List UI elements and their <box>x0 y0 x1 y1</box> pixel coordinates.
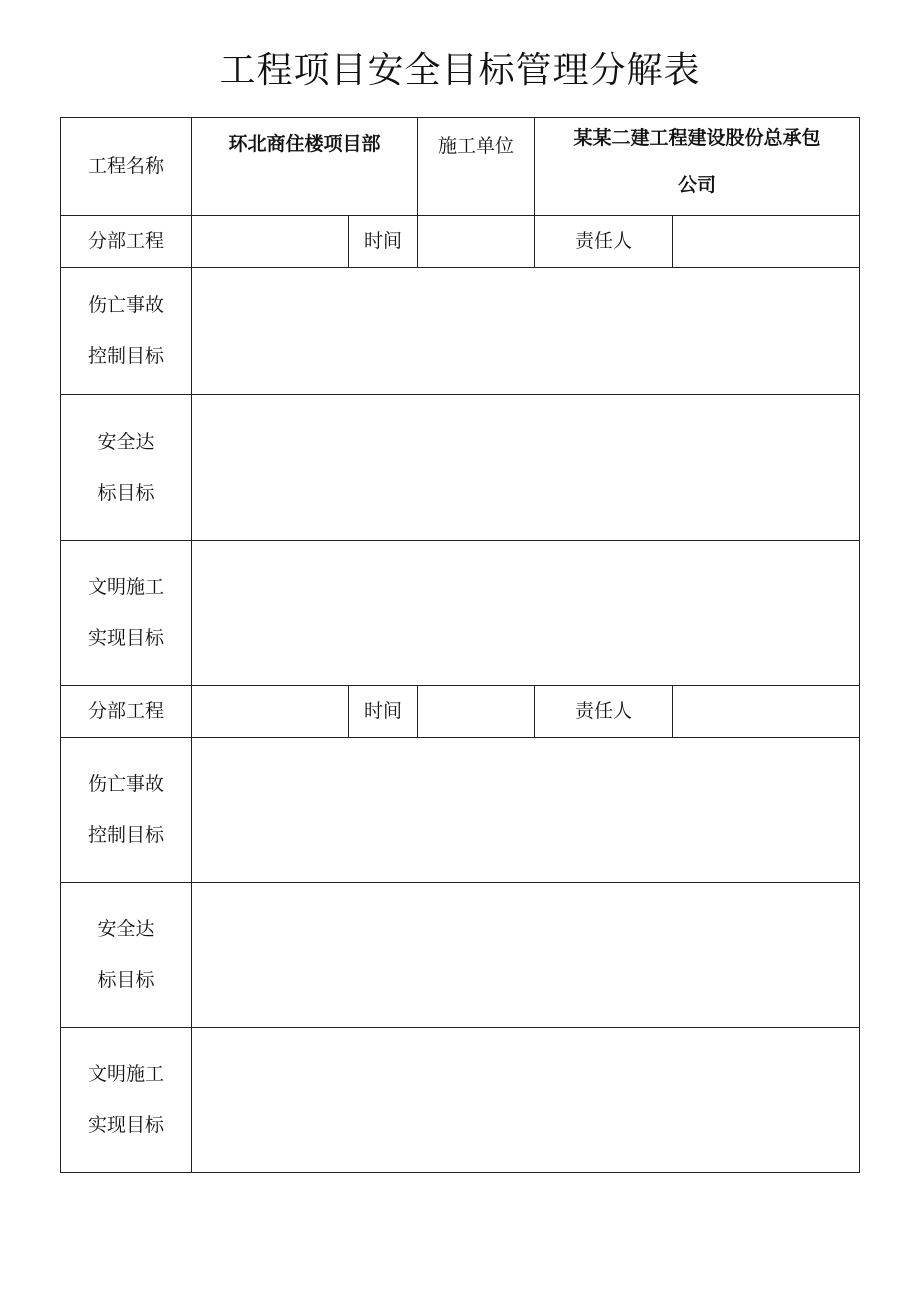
casualty-goal-row <box>61 738 860 883</box>
civilized-goal-label-line1: 文明施工 <box>87 576 164 598</box>
safety-goal-value[interactable] <box>192 883 860 1028</box>
page-title: 工程项目安全目标管理分解表 <box>219 50 701 91</box>
contractor-label: 施工单位 <box>418 118 535 216</box>
civilized-goal-label-line2: 实现目标 <box>87 1114 164 1136</box>
responsible-label: 责任人 <box>535 686 673 738</box>
casualty-goal-label <box>61 738 192 883</box>
casualty-goal-label-line1: 伤亡事故 <box>87 773 164 795</box>
civilized-goal-row <box>61 541 860 686</box>
safety-goal-label-line2: 标目标 <box>97 481 155 504</box>
responsible-value[interactable] <box>673 216 860 268</box>
casualty-goal-label-line2: 控制目标 <box>87 824 164 846</box>
safety-goal-row <box>61 883 860 1028</box>
safety-goal-label-line1: 安全达 <box>97 430 155 453</box>
civilized-goal-label-line1: 文明施工 <box>87 1063 164 1085</box>
contractor-value-line2: 公司 <box>678 174 717 196</box>
civilized-goal-value[interactable] <box>192 541 860 686</box>
responsible-value[interactable] <box>673 686 860 738</box>
subproject-value[interactable] <box>192 216 349 268</box>
civilized-goal-label <box>61 541 192 686</box>
subproject-row <box>61 216 860 268</box>
header-row <box>61 118 860 216</box>
time-label: 时间 <box>349 216 418 268</box>
time-label: 时间 <box>349 686 418 738</box>
time-value[interactable] <box>418 216 535 268</box>
safety-goal-label <box>61 883 192 1028</box>
subproject-label: 分部工程 <box>61 686 192 738</box>
safety-goal-label-line1: 安全达 <box>97 918 155 940</box>
safety-goal-label <box>61 395 192 541</box>
contractor-value[interactable] <box>535 118 860 216</box>
safety-goal-table <box>60 117 860 1173</box>
civilized-goal-row <box>61 1028 860 1173</box>
project-name-value[interactable]: 环北商住楼项目部 <box>192 118 418 216</box>
casualty-goal-label-line1: 伤亡事故 <box>87 294 164 316</box>
responsible-label: 责任人 <box>535 216 673 268</box>
time-value[interactable] <box>418 686 535 738</box>
subproject-value[interactable] <box>192 686 349 738</box>
safety-goal-label-line2: 标目标 <box>97 969 155 991</box>
civilized-goal-label <box>61 1028 192 1173</box>
casualty-goal-value[interactable] <box>192 738 860 883</box>
casualty-goal-row <box>61 268 860 395</box>
project-name-label: 工程名称 <box>61 118 192 216</box>
casualty-goal-label-line2: 控制目标 <box>87 345 164 367</box>
safety-goal-value[interactable] <box>192 395 860 541</box>
civilized-goal-value[interactable] <box>192 1028 860 1173</box>
subproject-row <box>61 686 860 738</box>
civilized-goal-label-line2: 实现目标 <box>87 627 164 649</box>
contractor-value-line1: 某某二建工程建设股份总承包 <box>573 127 821 149</box>
subproject-label: 分部工程 <box>61 216 192 268</box>
safety-goal-row <box>61 395 860 541</box>
casualty-goal-value[interactable] <box>192 268 860 395</box>
casualty-goal-label <box>61 268 192 395</box>
